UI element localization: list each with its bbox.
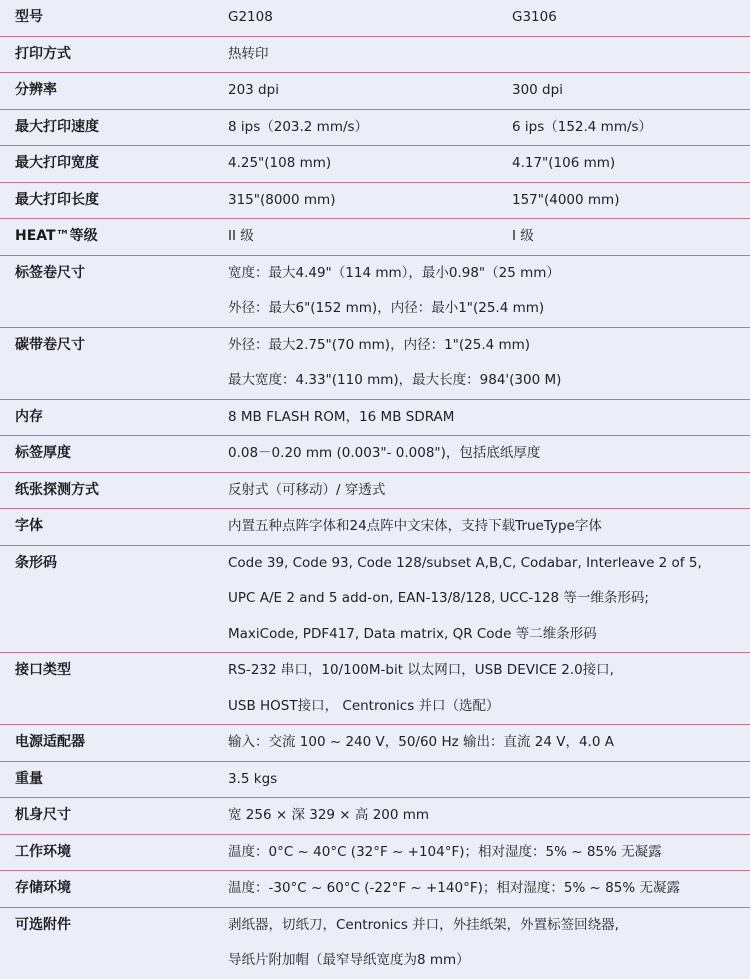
spec-line bbox=[0, 725, 750, 761]
spec-line bbox=[0, 546, 750, 582]
spec-line bbox=[0, 798, 750, 834]
spec-line bbox=[0, 943, 750, 979]
spec-label: 碳带卷尺寸 bbox=[15, 336, 85, 353]
spec-label: 可选附件 bbox=[15, 916, 71, 933]
value-g2108: 315"(8000 mm) bbox=[228, 191, 336, 208]
spec-line bbox=[0, 908, 750, 944]
spec-row bbox=[0, 762, 750, 799]
value-g2108: II 级 bbox=[228, 228, 254, 244]
value-g3106: 4.17"(106 mm) bbox=[512, 155, 616, 171]
spec-value: 8 MB FLASH ROM，16 MB SDRAM bbox=[228, 408, 455, 425]
spec-label: 最大打印宽度 bbox=[15, 155, 99, 171]
value-g2108: 203 dpi bbox=[228, 82, 279, 98]
spec-row bbox=[0, 473, 750, 510]
spec-label: 条形码 bbox=[15, 554, 57, 571]
spec-row bbox=[0, 400, 750, 437]
spec-line bbox=[0, 617, 750, 653]
spec-label: 重量 bbox=[15, 770, 43, 787]
spec-row bbox=[0, 509, 750, 546]
spec-line bbox=[0, 219, 750, 255]
spec-line bbox=[0, 146, 750, 182]
spec-value: 宽度：最大4.49"（114 mm），最小0.98"（25 mm） bbox=[228, 264, 560, 281]
spec-label: 型号 bbox=[15, 9, 43, 25]
spec-row bbox=[0, 653, 750, 725]
spec-line bbox=[0, 110, 750, 146]
spec-label: 标签卷尺寸 bbox=[15, 264, 85, 281]
spec-value: 最大宽度：4.33"(110 mm)，最大长度：984'(300 M) bbox=[228, 372, 562, 388]
spec-value: 热转印 bbox=[228, 45, 269, 62]
spec-label: 接口类型 bbox=[15, 662, 71, 678]
spec-row bbox=[0, 725, 750, 762]
spec-line bbox=[0, 509, 750, 545]
spec-value: 剥纸器，切纸刀，Centronics 并口，外挂纸架，外置标签回绕器, bbox=[228, 916, 619, 933]
spec-line bbox=[0, 328, 750, 364]
spec-line bbox=[0, 0, 750, 36]
spec-label: 机身尺寸 bbox=[15, 807, 71, 823]
spec-row bbox=[0, 328, 750, 400]
spec-value: USB HOST接口， Centronics 并口（选配） bbox=[228, 697, 500, 714]
spec-line bbox=[0, 835, 750, 871]
spec-label: 内存 bbox=[15, 408, 43, 425]
spec-line bbox=[0, 363, 750, 399]
value-g2108: 8 ips（203.2 mm/s） bbox=[228, 118, 369, 135]
spec-line bbox=[0, 436, 750, 472]
spec-row bbox=[0, 73, 750, 110]
spec-value: 温度：0°C ~ 40°C (32°F ~ +104°F)；相对湿度：5% ~ 85% 无凝露 bbox=[228, 843, 662, 860]
spec-label: 最大打印速度 bbox=[15, 118, 99, 135]
spec-label: 标签厚度 bbox=[15, 445, 71, 461]
spec-line bbox=[0, 653, 750, 689]
spec-line bbox=[0, 400, 750, 436]
spec-value: 0.08－0.20 mm (0.003"- 0.008")，包括底纸厚度 bbox=[228, 445, 541, 461]
spec-value: 导纸片附加帽（最窄导纸宽度为8 mm） bbox=[228, 952, 470, 968]
spec-value: Code 39, Code 93, Code 128/subset A,B,C, Codabar, Interleave 2 of 5, bbox=[228, 554, 702, 571]
spec-value: RS-232 串口，10/100M-bit 以太网口，USB DEVICE 2.0接口, bbox=[228, 662, 614, 678]
spec-value: MaxiCode, PDF417, Data matrix, QR Code 等二维条形码 bbox=[228, 625, 597, 642]
spec-label: 电源适配器 bbox=[15, 734, 85, 750]
spec-value: 输入：交流 100 ~ 240 V，50/60 Hz 输出：直流 24 V，4.0 A bbox=[228, 734, 614, 750]
spec-label: 字体 bbox=[15, 518, 43, 534]
spec-row bbox=[0, 37, 750, 74]
value-g2108: 4.25"(108 mm) bbox=[228, 155, 332, 171]
spec-row bbox=[0, 835, 750, 872]
value-g3106: I 级 bbox=[512, 228, 534, 244]
spec-value: 内置五种点阵字体和24点阵中文宋体，支持下载TrueType字体 bbox=[228, 518, 602, 534]
value-g3106: 300 dpi bbox=[512, 82, 563, 98]
spec-line bbox=[0, 762, 750, 798]
spec-value: 外径：最大6"(152 mm)，内径：最小1"(25.4 mm) bbox=[228, 300, 545, 316]
spec-row bbox=[0, 546, 750, 654]
spec-line bbox=[0, 473, 750, 509]
spec-value: 宽 256 × 深 329 × 高 200 mm bbox=[228, 807, 430, 823]
spec-row bbox=[0, 0, 750, 37]
spec-row bbox=[0, 908, 750, 979]
spec-line bbox=[0, 256, 750, 292]
spec-label: 纸张探测方式 bbox=[15, 481, 99, 498]
spec-label: 存储环境 bbox=[15, 880, 71, 896]
spec-value: UPC A/E 2 and 5 add-on, EAN-13/8/128, UCC-128 等一维条形码; bbox=[228, 590, 649, 606]
value-g2108: G2108 bbox=[228, 9, 273, 25]
spec-row bbox=[0, 798, 750, 835]
spec-value: 温度：-30°C ~ 60°C (-22°F ~ +140°F)；相对湿度：5% ~ 85% 无凝露 bbox=[228, 880, 680, 896]
spec-row bbox=[0, 146, 750, 183]
spec-row bbox=[0, 871, 750, 908]
spec-line bbox=[0, 871, 750, 907]
spec-line bbox=[0, 581, 750, 617]
spec-row bbox=[0, 256, 750, 328]
spec-line bbox=[0, 183, 750, 219]
value-g3106: 6 ips（152.4 mm/s） bbox=[512, 118, 653, 135]
spec-line bbox=[0, 689, 750, 725]
spec-value: 外径：最大2.75"(70 mm)，内径：1"(25.4 mm) bbox=[228, 336, 531, 353]
spec-line bbox=[0, 73, 750, 109]
spec-label: 分辨率 bbox=[15, 82, 57, 98]
spec-label: 打印方式 bbox=[15, 45, 71, 62]
spec-line bbox=[0, 37, 750, 73]
spec-label: HEAT™等级 bbox=[15, 228, 98, 244]
spec-row bbox=[0, 183, 750, 220]
value-g3106: 157"(4000 mm) bbox=[512, 191, 620, 208]
spec-row bbox=[0, 110, 750, 147]
spec-value: 3.5 kgs bbox=[228, 770, 278, 787]
spec-row bbox=[0, 436, 750, 473]
spec-label: 工作环境 bbox=[15, 843, 71, 860]
spec-row bbox=[0, 219, 750, 256]
value-g3106: G3106 bbox=[512, 9, 557, 25]
spec-line bbox=[0, 291, 750, 327]
spec-label: 最大打印长度 bbox=[15, 191, 99, 208]
spec-value: 反射式（可移动）/ 穿透式 bbox=[228, 481, 386, 498]
